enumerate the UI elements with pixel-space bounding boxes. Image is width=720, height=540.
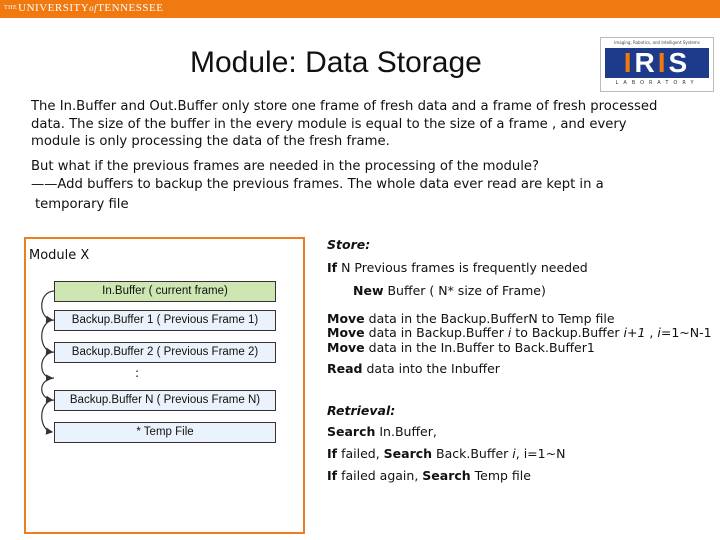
iris-logo	[600, 37, 714, 92]
store-line-5: Move data in the In.Buffer to Back.Buffer1	[327, 340, 595, 355]
buffer-ellipsis: :	[135, 366, 140, 380]
store-line-4: Move data in Backup.Buffer i to Backup.Buffer i+1 , i=1~N-1	[327, 325, 712, 340]
temp-file: * Temp File	[54, 422, 276, 443]
retrieval-line-3: If failed again, Search Temp file	[327, 468, 531, 483]
logo-of: of	[89, 3, 98, 13]
logo-university: UNIVERSITY	[18, 2, 90, 14]
university-logo	[4, 2, 163, 14]
iris-tagline: Imaging, Robotics, and Intelligent Systems	[614, 40, 700, 45]
retrieval-line-2: If failed, Search Back.Buffer i, i=1~N	[327, 446, 566, 461]
iris-letters: IRIS	[623, 47, 691, 78]
store-line-3: Move data in the Backup.BufferN to Temp file	[327, 311, 615, 326]
in-buffer: In.Buffer ( current frame)	[54, 281, 276, 302]
backup-buffer-2: Backup.Buffer 2 ( Previous Frame 2)	[54, 342, 276, 363]
logo-the: THE	[4, 5, 18, 12]
header-bar	[0, 0, 720, 18]
module-label: Module X	[29, 248, 90, 263]
question-paragraph: But what if the previous frames are needed in the processing of the module? ——Add buffers to backup the previous frames. The whole data ever read are kept in a temporary file	[31, 159, 604, 212]
iris-subtitle: LABORATORY	[615, 80, 699, 86]
retrieval-heading: Retrieval:	[327, 403, 396, 418]
intro-paragraph: The In.Buffer and Out.Buffer only store one frame of fresh data and a frame of fresh processed data. The size of the buffer in the every module is equal to the size of a frame , and every module is only processing the data of the fresh frame.	[31, 99, 658, 149]
backup-buffer-n: Backup.Buffer N ( Previous Frame N)	[54, 390, 276, 411]
store-line-2: New Buffer ( N* size of Frame)	[353, 283, 546, 298]
store-line-1: If N Previous frames is frequently needed	[327, 260, 588, 275]
retrieval-line-1: Search In.Buffer,	[327, 424, 437, 439]
slide-title: Module: Data Storage	[190, 46, 482, 79]
logo-tennessee: TENNESSEE	[97, 2, 164, 14]
store-heading: Store:	[327, 237, 371, 252]
store-line-6: Read data into the Inbuffer	[327, 361, 500, 376]
backup-buffer-1: Backup.Buffer 1 ( Previous Frame 1)	[54, 310, 276, 331]
